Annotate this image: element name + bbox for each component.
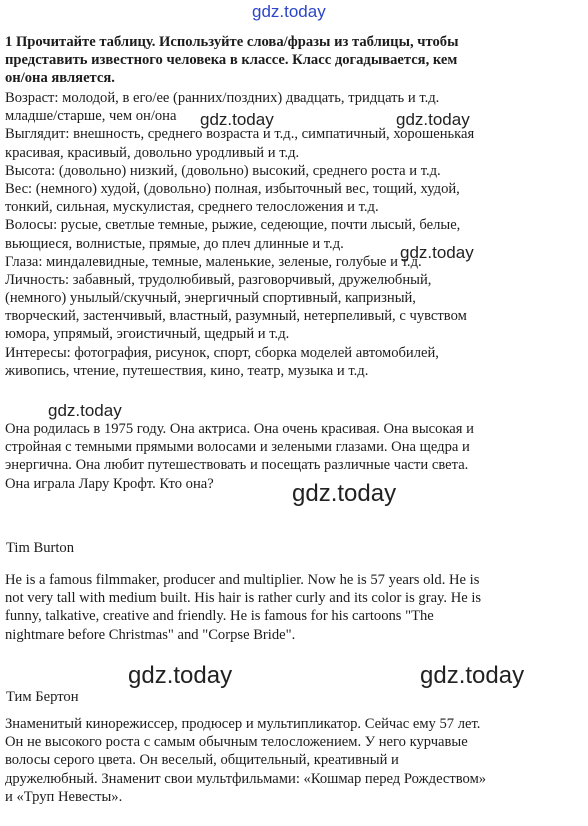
task-title [5,33,582,88]
task-title-line: представить известного человека в классе. Класс догадывается, кем [5,52,458,69]
watermark: gdz.today [396,110,470,129]
table-line: Высота: (довольно) низкий, (довольно) высокий, среднего роста и т.д. [5,162,441,179]
table-line: Глаза: миндалевидные, темные, маленькие, зеленые, голубые и т.д. [5,253,422,270]
task-title-line: он/она является. [5,70,115,87]
table-line: Выглядит: внешность, среднего возраста и т.д., симпатичный, хорошенькая [5,126,475,143]
russian-line: Он не высокого роста с самым обычным телосложением. У него курчавые [5,734,468,751]
table-line: живопись, чтение, путешествия, кино, театр, музыка и т.д. [5,362,369,379]
english-line: not very tall with medium built. His hair is rather curly and its color is gray. He is [5,590,482,607]
example-line: энергична. Она любит путешествовать и посещать различные части света. [5,457,469,474]
example-line: Она играла Лару Крофт. Кто она? [5,475,214,492]
english-line: He is a famous filmmaker, producer and multiplier. Now he is 57 years old. He is [5,572,480,588]
watermark: gdz.today [420,662,525,689]
watermark: gdz.today [292,480,397,507]
table-line: юмора, упрямый, эгоистичный, щедрый и т.д. [5,326,290,343]
table-line: творческий, застенчивый, властный, разумный, нетерпеливый, с чувством [5,308,467,325]
table-line: младше/старше, чем он/она [5,108,177,125]
russian-paragraph [5,715,582,806]
table-line: Личность: забавный, трудолюбивый, разговорчивый, дружелюбный, [5,271,432,288]
table-line: вьющиеся, волнистые, прямые, до плеч длинные и т.д. [5,235,344,252]
table-line: (немного) унылый/скучный, энергичный спортивный, капризный, [5,290,416,307]
watermark: gdz.today [128,662,233,689]
russian-line: и «Труп Невесты». [5,788,123,805]
english-line: funny, talkative, creative and friendly. He is famous for his cartoons "The [5,608,434,625]
watermark: gdz.today [48,401,122,420]
example-line: стройная с темными прямыми волосами и зелеными глазами. Она щедра и [5,439,470,456]
english-line: nightmare before Christmas" and "Corpse Bride". [5,626,296,643]
table-line: красивая, красивый, довольно уродливый и т.д. [5,144,300,161]
watermark-top: gdz.today [252,2,326,21]
table-line: Интересы: фотография, рисунок, спорт, сборка моделей автомобилей, [5,344,439,361]
english-paragraph [5,571,582,644]
vocabulary-table [5,89,582,380]
russian-heading: Тим Бертон [6,689,79,705]
table-line: тонкий, сильная, мускулистая, среднего телосложения и т.д. [5,199,379,216]
task-title-line: 1 Прочитайте таблицу. Используйте слова/фразы из таблицы, чтобы [5,34,459,50]
watermark: gdz.today [200,110,274,129]
example-line: Она родилась в 1975 году. Она актриса. Она очень красивая. Она высокая и [5,421,474,437]
table-line: Волосы: русые, светлые темные, рыжие, седеющие, почти лысый, белые, [5,217,461,234]
watermark: gdz.today [400,243,474,262]
table-line: Возраст: молодой, в его/ее (ранних/поздних) двадцать, тридцать и т.д. [5,90,440,106]
russian-line: дружелюбный. Знаменит свои мультфильмами: «Кошмар перед Рождеством» [5,770,487,787]
english-heading: Tim Burton [6,540,74,556]
table-line: Вес: (немного) худой, (довольно) полная, избыточный вес, тощий, худой, [5,180,460,197]
russian-line: волосы серого цвета. Он веселый, общительный, креативный и [5,752,399,769]
russian-line: Знаменитый кинорежиссер, продюсер и мультипликатор. Сейчас ему 57 лет. [5,716,481,732]
